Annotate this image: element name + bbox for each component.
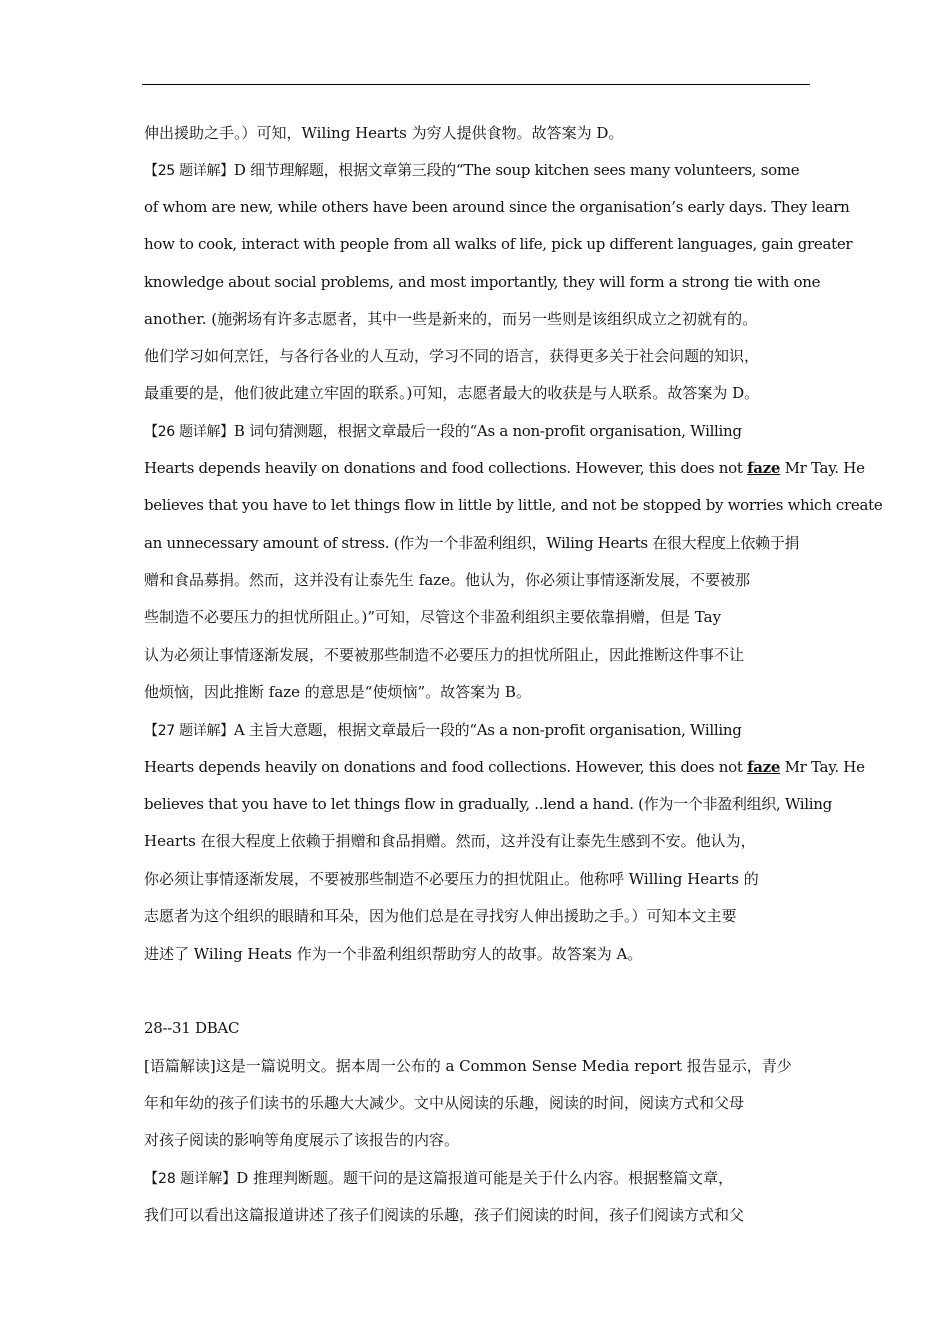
header-rule [142,84,810,85]
text-line: 年和年幼的孩子们读书的乐趣大大减少。文中从阅读的乐趣，阅读的时间，阅读方式和父母 [144,1094,745,1112]
text-line: 他烦恼，因此推断 faze 的意思是“使烦恼”。故答案为 B。 [144,683,531,701]
text-line: Hearts depends heavily on donations and food collections. However, this does not faze Mr Tay. He [144,758,865,776]
text-line: 对孩子阅读的影响等角度展示了该报告的内容。 [144,1131,460,1149]
keyword-faze: faze [747,758,781,776]
text-line: 伸出援助之手。）可知，Wiling Hearts 为穷人提供食物。故答案为 D。 [144,124,624,142]
text-line: 我们可以看出这篇报道讲述了孩子们阅读的乐趣，孩子们阅读的时间，孩子们阅读方式和父 [144,1206,745,1224]
text-line: Hearts depends heavily on donations and food collections. However, this does not faze Mr Tay. He [144,459,865,477]
question-heading: 【25 题详解】 [144,163,234,179]
text-line: believes that you have to let things flow in little by little, and not be stopped by worries which create [144,496,883,514]
text-line: 赠和食品募捐。然而，这并没有让泰先生 faze。他认为，你必须让事情逐渐发展，不要被那 [144,571,751,589]
text-line: of whom are new, while others have been around since the organisation’s early days. They learn [144,198,850,216]
text-line: 【25 题详解】D 细节理解题，根据文章第三段的“The soup kitchen sees many volunteers, some [144,161,800,179]
text-line: 进述了 Wiling Heats 作为一个非盈利组织帮助穷人的故事。故答案为 A。 [144,945,643,963]
text-line: 他们学习如何烹饪，与各行各业的人互动，学习不同的语言，获得更多关于社会问题的知识， [144,347,760,365]
text-line: [语篇解读]这是一篇说明文。据本周一公布的 a Common Sense Media report 报告显示，青少 [144,1057,792,1075]
text-line: 【28 题详解】D 推理判断题。题干问的是这篇报道可能是关于什么内容。根据整篇文章， [144,1169,734,1187]
text-line: knowledge about social problems, and most importantly, they will form a strong tie with one [144,273,821,291]
text-line: an unnecessary amount of stress. (作为一个非盈利组织，Wiling Hearts 在很大程度上依赖于捐 [144,534,800,552]
question-heading: 【28 题详解】 [144,1171,237,1187]
text-line: 认为必须让事情逐渐发展，不要被那些制造不必要压力的担忧所阻止，因此推断这件事不让 [144,646,745,664]
text-line: 些制造不必要压力的担忧所阻止。)”可知，尽管这个非盈利组织主要依靠捐赠，但是 Tay [144,608,722,626]
text-line: 最重要的是，他们彼此建立牢固的联系。)可知，志愿者最大的收获是与人联系。故答案为 D。 [144,384,760,402]
text-line: believes that you have to let things flow in gradually, ..lend a hand. (作为一个非盈利组织, Wiling [144,795,832,813]
text-line: 志愿者为这个组织的眼睛和耳朵，因为他们总是在寻找穷人伸出援助之手。）可知本文主要 [144,907,737,925]
question-heading: 【26 题详解】 [144,424,234,440]
keyword-faze: faze [747,459,781,477]
text-line: 【26 题详解】B 词句猜测题，根据文章最后一段的“As a non-profit organisation, Willing [144,422,742,440]
text-line: 你必须让事情逐渐发展，不要被那些制造不必要压力的担忧阻止。他称呼 Willing Hearts 的 [144,870,759,888]
text-line: how to cook, interact with people from all walks of life, pick up different languages, gain greater [144,235,853,253]
text-line: 【27 题详解】A 主旨大意题，根据文章最后一段的“As a non-profit organisation, Willing [144,721,742,739]
question-heading: 【27 题详解】 [144,723,234,739]
text-line: Hearts 在很大程度上依赖于捐赠和食品捐赠。然而，这并没有让泰先生感到不安。他认为， [144,832,756,850]
answer-key: 28--31 DBAC [144,1019,240,1037]
text-line: another. (施粥场有许多志愿者，其中一些是新来的，而另一些则是该组织成立之初就有的。 [144,310,758,328]
